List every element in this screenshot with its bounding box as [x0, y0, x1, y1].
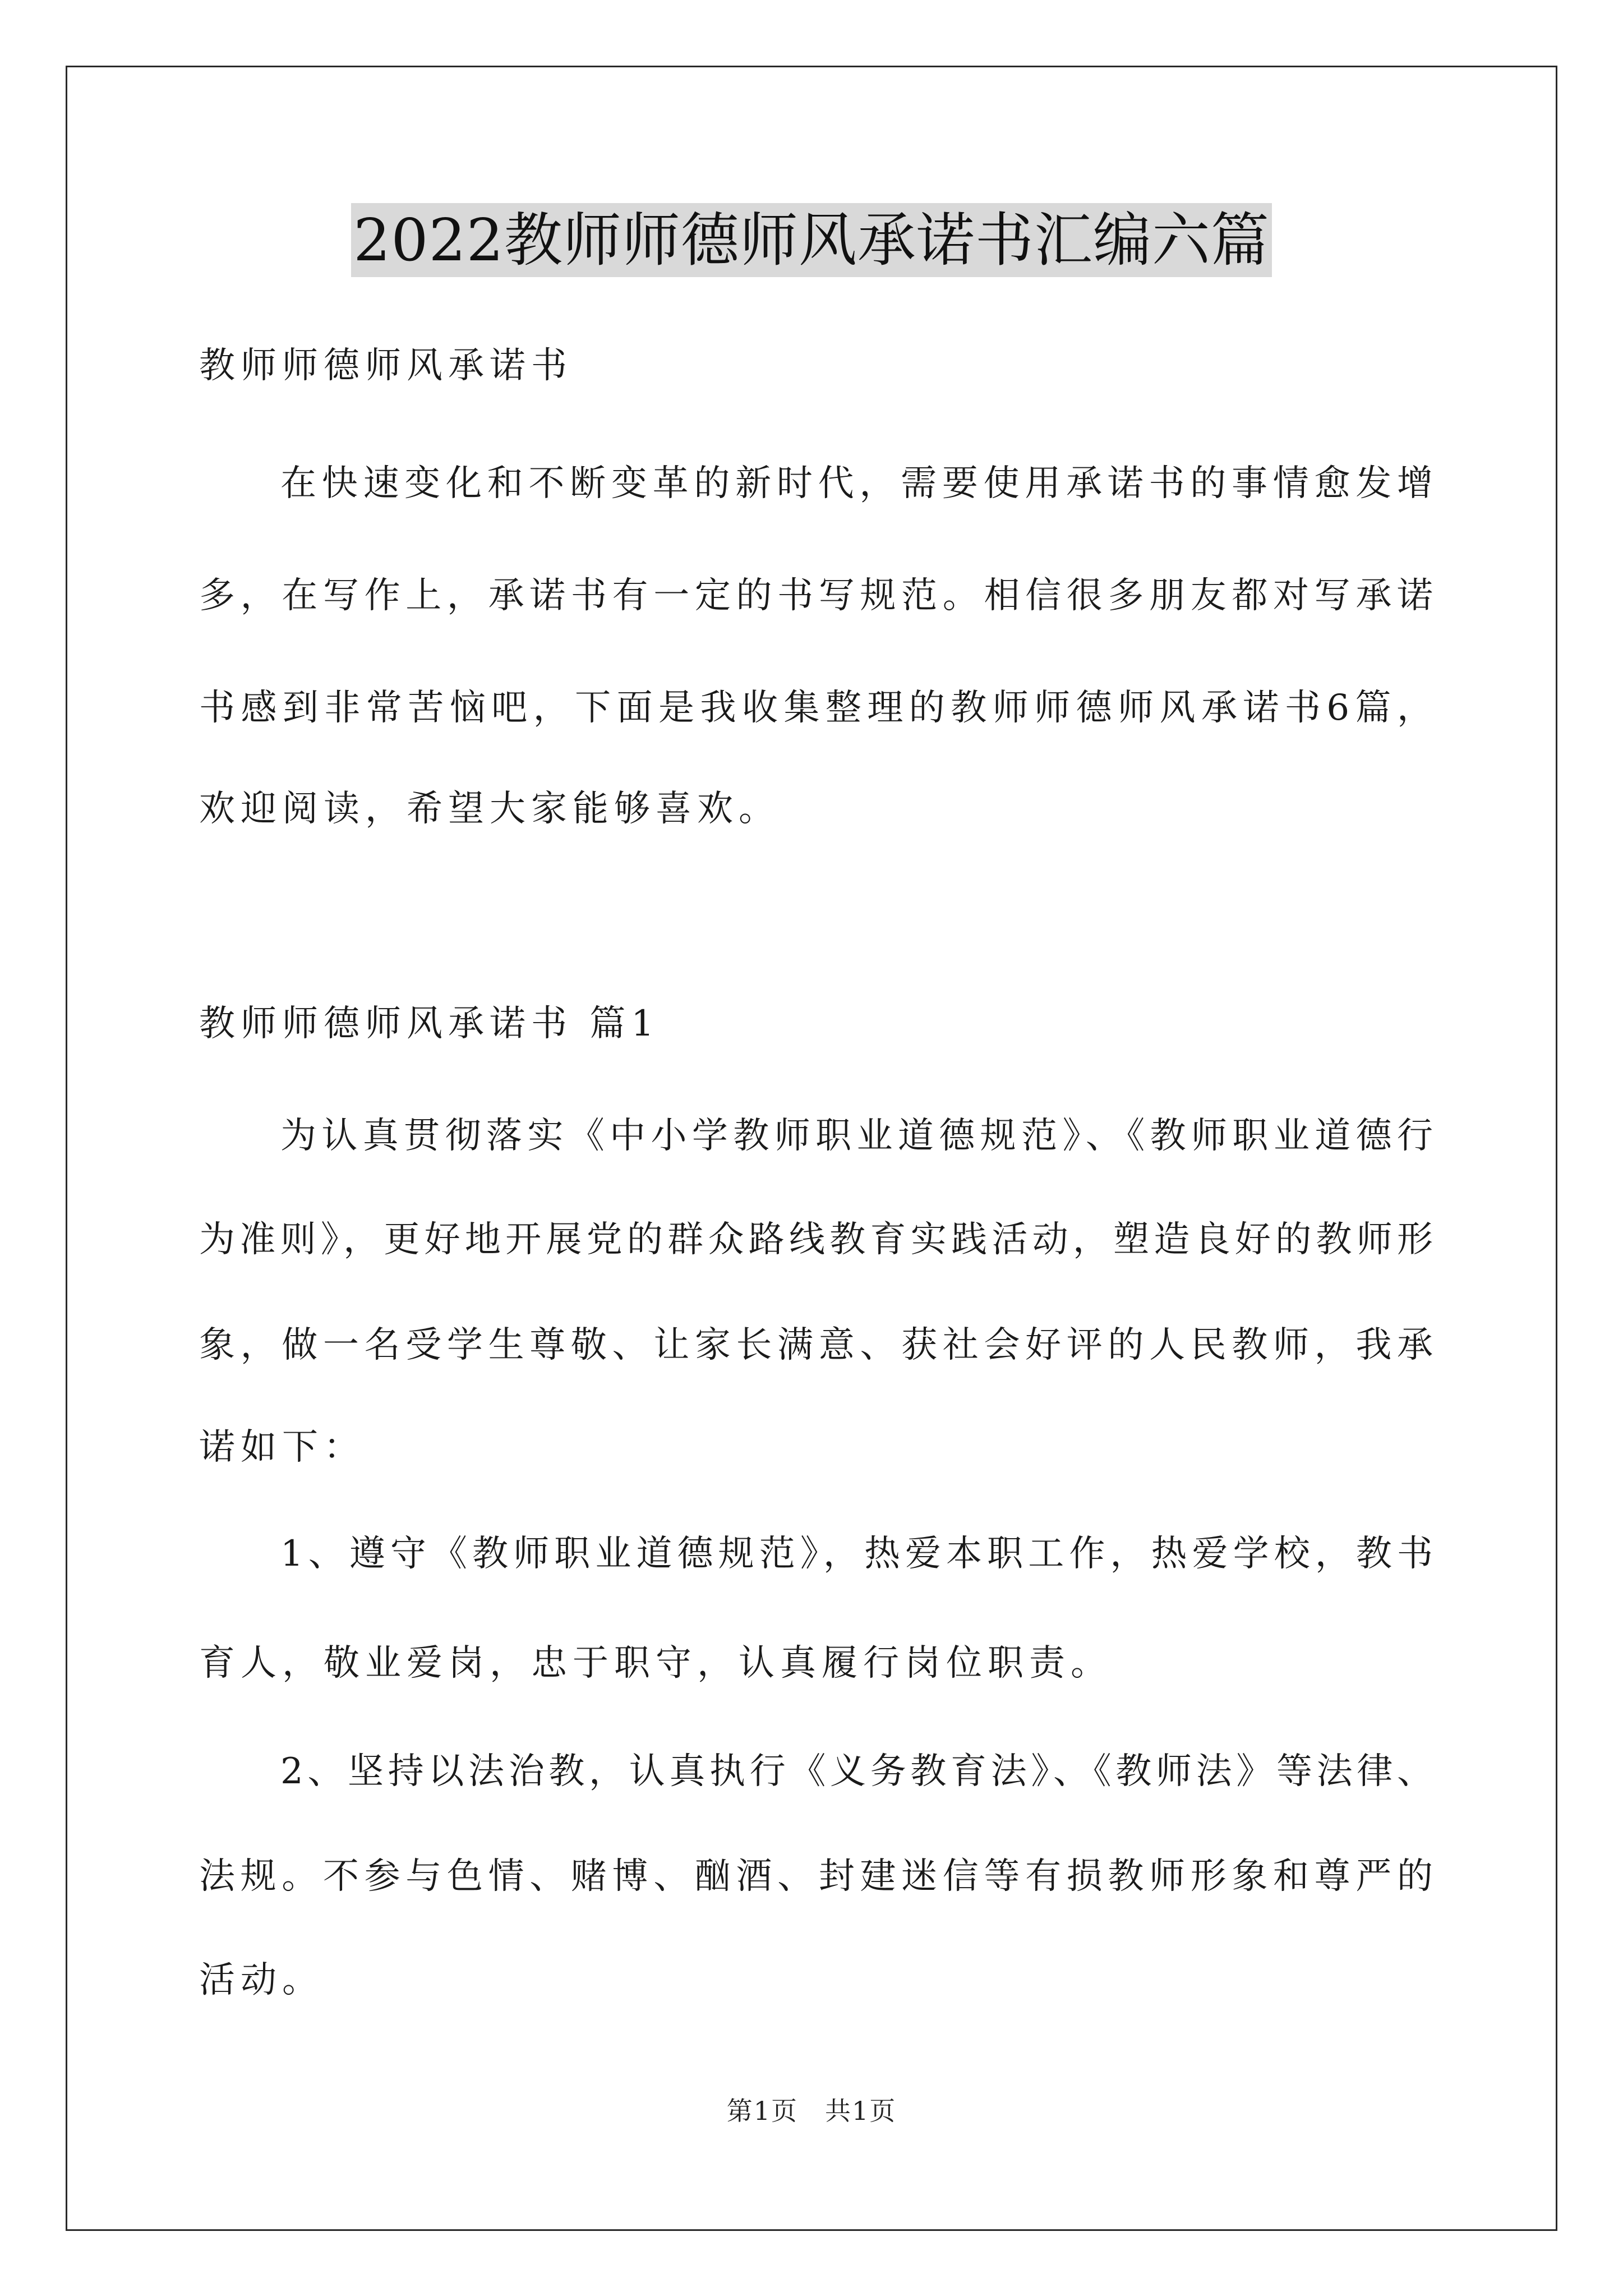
- paragraph-line: 诺如下：: [199, 1427, 365, 1468]
- intro-line: 欢迎阅读，希望大家能够喜欢。: [199, 788, 780, 830]
- document-title: 2022教师师德师风承诺书汇编六篇: [351, 203, 1272, 277]
- section-heading: 教师师德师风承诺书: [199, 345, 573, 386]
- title-container: [0, 203, 1623, 277]
- section-heading: 教师师德师风承诺书 篇1: [199, 1003, 660, 1045]
- list-item-line: 法规。不参与色情、赌博、酗酒、封建迷信等有损教师形象和尊严的: [199, 1856, 1433, 1897]
- paragraph-line: 为准则》，更好地开展党的群众路线教育实践活动，塑造良好的教师形: [199, 1219, 1433, 1260]
- list-item-line: 育人，敬业爱岗，忠于职守，认真履行岗位职责。: [199, 1642, 1112, 1684]
- paragraph-line: 象，做一名受学生尊敬、让家长满意、获社会好评的人民教师，我承: [199, 1324, 1433, 1366]
- intro-line: 多，在写作上，承诺书有一定的书写规范。相信很多朋友都对写承诺: [199, 575, 1433, 616]
- intro-line: 书感到非常苦恼吧，下面是我收集整理的教师师德师风承诺书6篇，: [199, 687, 1433, 729]
- intro-line: 在快速变化和不断变革的新时代，需要使用承诺书的事情愈发增: [280, 463, 1433, 504]
- list-item-line: 活动。: [199, 1959, 324, 2001]
- list-item-line: 2、坚持以法治教，认真执行《义务教育法》、《教师法》等法律、: [280, 1751, 1433, 1792]
- list-item-line: 1、遵守《教师职业道德规范》，热爱本职工作，热爱学校，教书: [280, 1533, 1433, 1575]
- page-footer: 第1页 共1页: [726, 2096, 897, 2126]
- paragraph-line: 为认真贯彻落实《中小学教师职业道德规范》、《教师职业道德行: [280, 1115, 1433, 1157]
